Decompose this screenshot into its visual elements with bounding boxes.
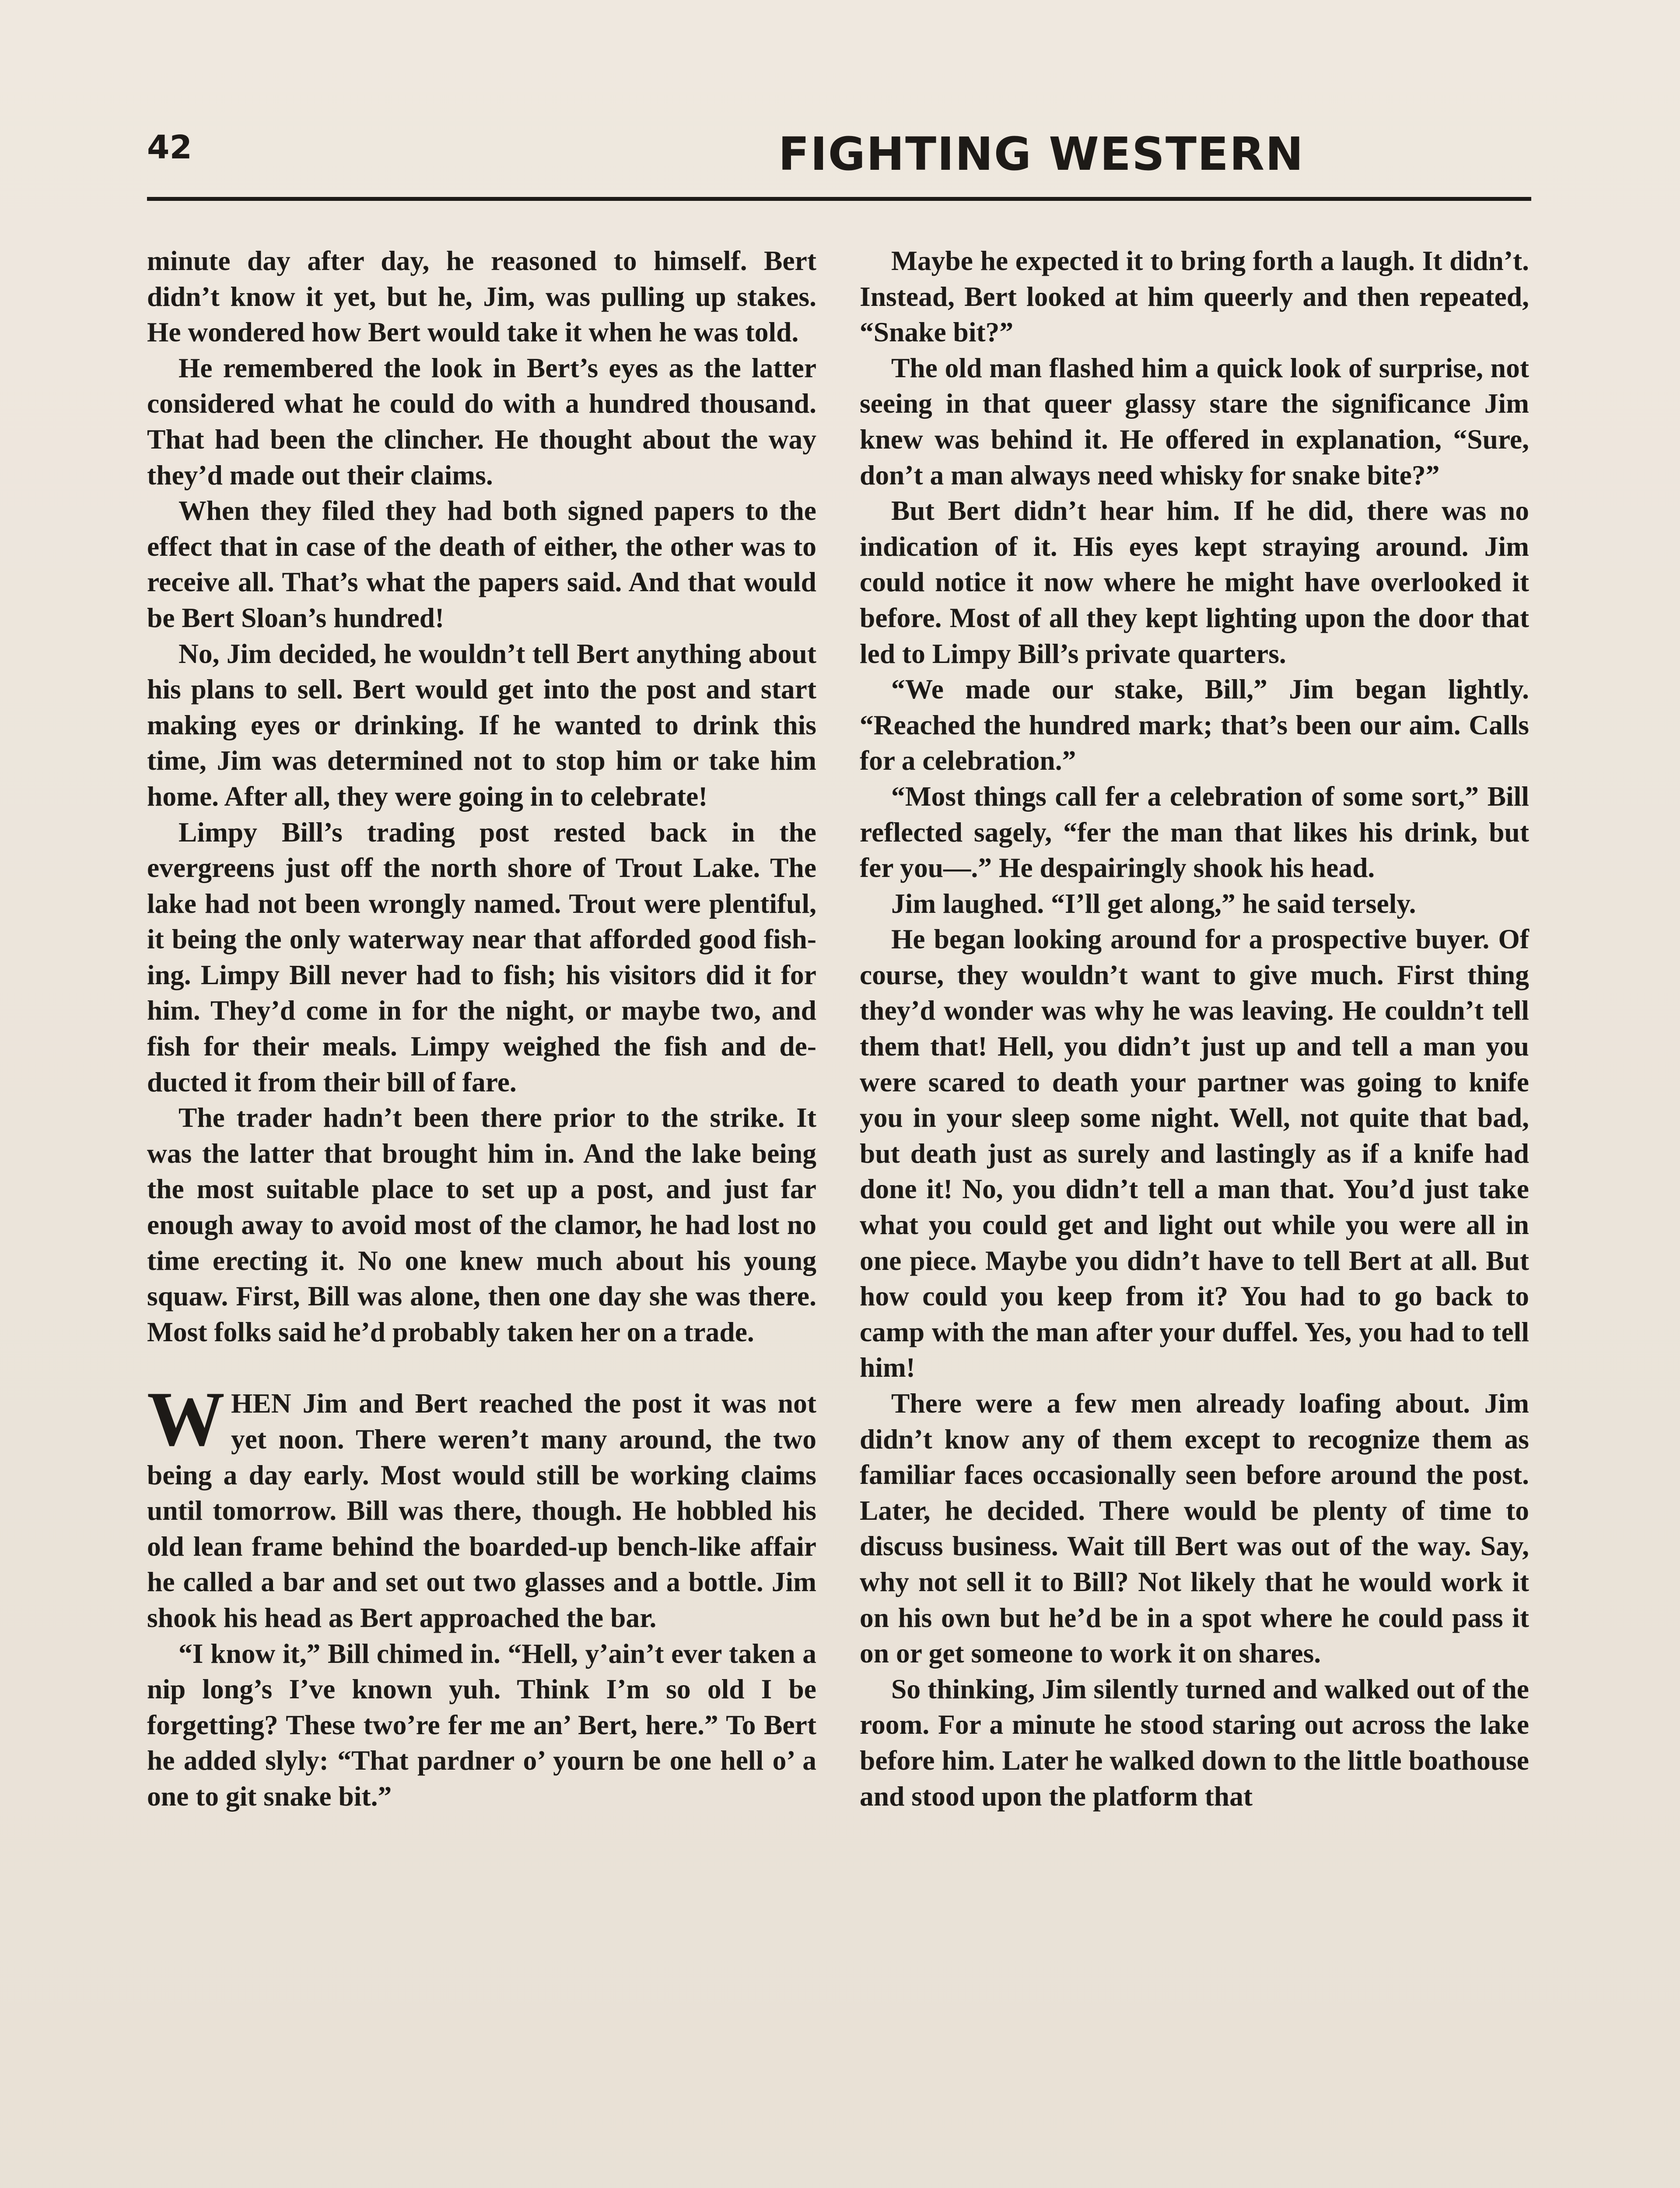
paragraph: “I know it,” Bill chimed in. “Hell, y’ain’t ever taken a nip long’s I’ve known yuh. Think I’m so old I be forgetting? These two’re fer me an’ Bert, here.” To Bert he added slyly: “That pardner o’ yourn be one hell o’ a one to git snake bit.”	[147, 1637, 816, 1812]
paragraph: “Most things call fer a celebration of some sort,” Bill reflected sagely, “fer the man that likes his drink, but fer you—.” He despairingly shook his head.	[860, 780, 1529, 884]
running-head-title: FIGHTING WESTERN	[778, 127, 1305, 181]
paragraph: Limpy Bill’s trading post rested back in the evergreens just off the north shore of Trout Lake. The lake had not been wrongly named. Trout were plentiful, it being the only waterway near that afforded good fishing. Limpy Bill never had to fish; his visitors did it for him. They’d come in for the night, or maybe two, and fish for their meals. Limpy weighed the fish and deducted it from their bill of fare.	[147, 816, 816, 1098]
paragraph: So thinking, Jim silently turned and walked out of the room. For a minute he stood staring out across the lake before him. Later he walked down to the little boathouse and stood upon the platform that	[860, 1673, 1529, 1812]
left-column	[147, 243, 816, 1814]
header-rule	[147, 197, 1531, 201]
section-opening-text: HEN Jim and Bert reached the post it was not yet noon. There weren’t many around, the two being a day early. Most would still be working claims until tomorrow. Bill was there, though. He hobbled his old lean frame behind the boarded-up bench-like affair he called a bar and set out two glasses and a bottle. Jim shook his head as Bert approached the bar.	[147, 1388, 816, 1633]
paragraph: There were a few men already loafing about. Jim didn’t know any of them except to recognize them as familiar faces occasionally seen before around the post. Later, he decided. There would be plenty of time to discuss business. Wait till Bert was out of the way. Say, why not sell it to Bill? Not likely that he would work it on his own but he’d be in a spot where he could pass it on or get someone to work it on shares.	[860, 1388, 1529, 1669]
right-column	[860, 243, 1529, 1814]
paragraph: The trader hadn’t been there prior to the strike. It was the latter that brought him in. And the lake being the most suitable place to set up a post, and just far enough away to avoid most of the clamor, he had lost no time erecting it. No one knew much about his young squaw. First, Bill was alone, then one day she was there. Most folks said he’d probably taken her on a trade.	[147, 1102, 816, 1347]
paragraph: minute day after day, he reasoned to himself. Bert didn’t know it yet, but he, Jim, was pulling up stakes. He wondered how Bert would take it when he was told.	[147, 245, 816, 348]
page-number: 42	[147, 129, 192, 166]
paragraph: When they filed they had both signed papers to the effect that in case of the death of either, the other was to receive all. That’s what the papers said. And that would be Bert Sloan’s hundred!	[147, 495, 816, 633]
paragraph: Maybe he expected it to bring forth a laugh. It didn’t. Instead, Bert looked at him queerly and then repeated, “Snake bit?”	[860, 245, 1529, 348]
paragraph: He remembered the look in Bert’s eyes as the latter considered what he could do with a hundred thousand. That had been the clincher. He thought about the way they’d made out their claims.	[147, 352, 816, 491]
paragraph: The old man flashed him a quick look of surprise, not seeing in that queer glassy stare the significance Jim knew was behind it. He offered in explanation, “Sure, don’t a man always need whisky for snake bite?”	[860, 352, 1529, 491]
section-opening-paragraph	[147, 1375, 816, 1635]
paragraph: He began looking around for a prospective buyer. Of course, they wouldn’t want to give much. First thing they’d wonder was why he was leaving. He couldn’t tell them that! Hell, you didn’t just up and tell a man you were scared to death your partner was going to knife you in your sleep some night. Well, not quite that bad, but death just as surely and lastingly as if a knife had done it! No, you didn’t tell a man that. You’d just take what you could get and light out while you were all in one piece. Maybe you didn’t have to tell Bert at all. But how could you keep from it? You had to go back to camp with the man after your duffel. Yes, you had to tell him!	[860, 923, 1529, 1383]
paragraph: But Bert didn’t hear him. If he did, there was no indication of it. His eyes kept straying around. Jim could notice it now where he might have overlooked it before. Most of all they kept lighting upon the door that led to Limpy Bill’s private quarters.	[860, 495, 1529, 669]
drop-cap: W	[147, 1375, 225, 1462]
paragraph: Jim laughed. “I’ll get along,” he said tersely.	[891, 887, 1416, 919]
paragraph: “We made our stake, Bill,” Jim began lightly. “Reached the hundred mark; that’s been our aim. Calls for a celebration.”	[860, 673, 1529, 776]
paragraph: No, Jim decided, he wouldn’t tell Bert anything about his plans to sell. Bert would get into the post and start making eyes or drinking. If he wanted to drink this time, Jim was determined not to stop him or take him home. After all, they were going in to celebrate!	[147, 638, 816, 812]
